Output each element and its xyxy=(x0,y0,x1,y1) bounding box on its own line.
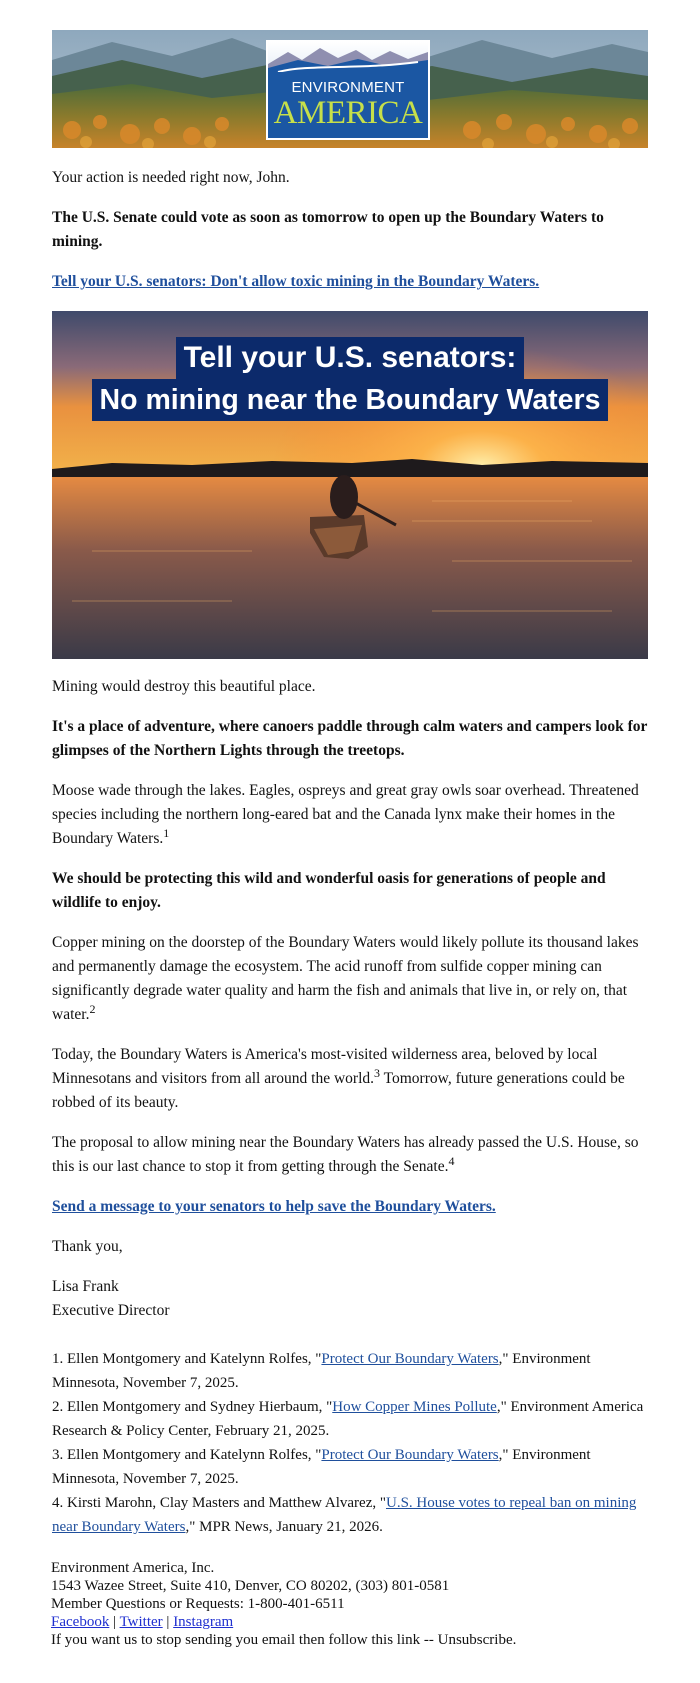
body-paragraph-3: Moose wade through the lakes. Eagles, ospreys and great gray owls soar overhead. Threatened species including the northern long-eared bat and the Canada lynx make their homes in the Boundary Waters.$^1$ xyxy=(52,782,639,847)
footnote-ref-4: 4 xyxy=(448,1154,455,1168)
member-contact: Member Questions or Requests: 1-800-401-6511 xyxy=(51,1596,345,1612)
signer-title: Executive Director xyxy=(52,1302,170,1319)
footnote-ref-3: 3 xyxy=(374,1066,381,1080)
body-paragraph-6: Today, the Boundary Waters is America's most-visited wilderness area, beloved by local Minnesotans and visitors from all around the world.$^3$ Tomorrow, future generations could be robbed of its beauty. xyxy=(52,1046,625,1111)
facebook-link[interactable]: Facebook xyxy=(51,1614,110,1630)
instagram-link[interactable]: Instagram xyxy=(173,1614,234,1630)
footnote-2-link[interactable]: How Copper Mines Pollute xyxy=(332,1399,497,1415)
hero-image[interactable] xyxy=(52,311,648,659)
footnote-4: 4. Kirsti Marohn, Clay Masters and Matthew Alvarez, "U.S. House votes to repeal ban on mining near Boundary Waters," MPR News, January 21, 2026. xyxy=(52,1495,637,1535)
hero-headline-line1: Tell your U.S. senators: xyxy=(52,337,648,379)
logo-mountains-icon xyxy=(268,42,428,72)
footnotes xyxy=(52,1347,648,1539)
body-paragraph-1: Mining would destroy this beautiful place. xyxy=(52,678,316,695)
unsubscribe-text[interactable]: If you want us to stop sending you email then follow this link -- Unsubscribe. xyxy=(51,1632,517,1648)
org-address: 1543 Wazee Street, Suite 410, Denver, CO 80202, (303) 801-0581 xyxy=(51,1578,450,1594)
body-paragraph-7: The proposal to allow mining near the Boundary Waters has already passed the U.S. House, so this is our last chance to stop it from getting through the Senate.$^4$ xyxy=(52,1134,639,1175)
sign-off: Thank you, xyxy=(52,1238,123,1255)
logo-text-america: AMERICA xyxy=(273,95,423,131)
cta-link-top[interactable]: Tell your U.S. senators: Don't allow toxic mining in the Boundary Waters. xyxy=(52,273,540,290)
urgent-message: The U.S. Senate could vote as soon as tomorrow to open up the Boundary Waters to mining. xyxy=(52,209,604,250)
header-banner xyxy=(52,30,648,148)
org-name: Environment America, Inc. xyxy=(51,1560,215,1576)
footnote-3-link[interactable]: Protect Our Boundary Waters xyxy=(321,1447,499,1463)
footnote-ref-1: 1 xyxy=(163,826,170,840)
social-links: Facebook | Twitter | Instagram xyxy=(51,1614,234,1630)
footnote-1: 1. Ellen Montgomery and Katelynn Rolfes, "Protect Our Boundary Waters," Environment Minnesota, November 7, 2025. xyxy=(52,1351,591,1391)
twitter-link[interactable]: Twitter xyxy=(119,1614,163,1630)
cta-link-bottom[interactable]: Send a message to your senators to help save the Boundary Waters. xyxy=(52,1198,496,1215)
body-paragraph-4: We should be protecting this wild and wonderful oasis for generations of people and wildlife to enjoy. xyxy=(52,870,606,911)
footnote-3: 3. Ellen Montgomery and Katelynn Rolfes, "Protect Our Boundary Waters," Environment Minnesota, November 7, 2025. xyxy=(52,1447,591,1487)
footnote-2: 2. Ellen Montgomery and Sydney Hierbaum, "How Copper Mines Pollute," Environment America Research & Policy Center, February 21, 2025. xyxy=(52,1399,644,1439)
body-paragraph-2: It's a place of adventure, where canoers paddle through calm waters and campers look for glimpses of the Northern Lights through the treetops. xyxy=(52,718,648,759)
greeting: Your action is needed right now, John. xyxy=(52,169,290,186)
footnote-4-link[interactable]: U.S. House votes to repeal ban on mining near Boundary Waters xyxy=(52,1495,637,1535)
footnote-1-link[interactable]: Protect Our Boundary Waters xyxy=(321,1351,499,1367)
body-paragraph-5: Copper mining on the doorstep of the Boundary Waters would likely pollute its thousand lakes and permanently damage the ecosystem. The acid runoff from sulfide copper mining can significantly degrade water quality and harm the fish and animals that live in, or rely on, that water.$^2$ xyxy=(52,934,639,1023)
logo-text-environment: ENVIRONMENT xyxy=(291,79,405,96)
signer-name: Lisa Frank xyxy=(52,1278,119,1295)
hero-headline-line2: No mining near the Boundary Waters xyxy=(52,379,648,421)
environment-america-logo[interactable] xyxy=(266,40,430,140)
footnote-ref-2: 2 xyxy=(89,1002,96,1016)
organization-footer xyxy=(51,1559,648,1649)
email-body xyxy=(52,30,648,1649)
